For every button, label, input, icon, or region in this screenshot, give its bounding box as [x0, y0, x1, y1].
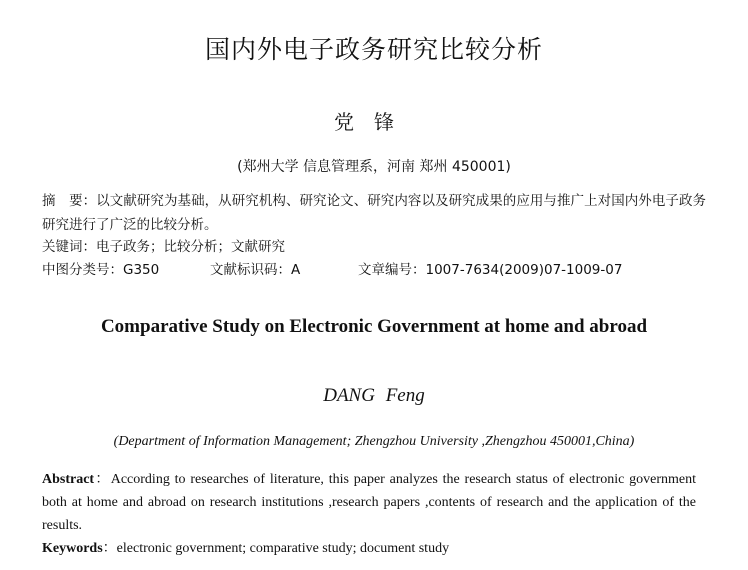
english-abstract-label: Abstract [42, 472, 95, 487]
english-affiliation: (Department of Information Management; Zhengzhou University ,Zhengzhou 450001,China) [113, 434, 635, 449]
chinese-keywords-label: 关键词： [42, 239, 96, 255]
chinese-abstract [42, 189, 706, 237]
english-keywords-label: Keywords [42, 541, 103, 556]
english-keywords [42, 539, 696, 559]
english-abstract-text: According to researches of literature, this paper analyzes the research status of electronic government both at home and abroad on research institutions ,research papers ,contents of research and the application of the results. [42, 472, 697, 533]
english-title: Comparative Study on Electronic Government at home and abroad [100, 316, 648, 337]
english-keywords-sep: ： [102, 541, 117, 556]
doc-code-label: 文献标识码： [210, 262, 291, 278]
english-abstract-sep: ： [94, 472, 111, 487]
chinese-abstract-label: 摘 要： [42, 193, 97, 209]
chinese-affiliation: (郑州大学 信息管理系，河南 郑州 450001) [237, 159, 511, 175]
document-code [210, 259, 358, 281]
chinese-keywords-text: 电子政务；比较分析；文献研究 [96, 239, 285, 255]
english-author: DANG Feng [323, 385, 425, 406]
article-no-label: 文章编号： [358, 262, 426, 278]
clc-number [42, 259, 210, 281]
article-number [358, 259, 622, 281]
classification-row [42, 259, 706, 281]
chinese-author: 党锋 [334, 110, 414, 134]
english-abstract [42, 468, 696, 537]
chinese-keywords [42, 236, 706, 258]
english-keywords-text: electronic government; comparative study; document study [116, 541, 450, 556]
clc-value: G350 [123, 262, 160, 278]
clc-label: 中图分类号： [42, 262, 123, 278]
chinese-abstract-text: 以文献研究为基础，从研究机构、研究论文、研究内容以及研究成果的应用与推广上对国内外电子政务研究进行了广泛的比较分析。 [42, 193, 707, 233]
chinese-title: 国内外电子政务研究比较分析 [204, 35, 543, 64]
doc-code-value: A [291, 262, 301, 278]
article-no-value: 1007-7634(2009)07-1009-07 [425, 262, 623, 278]
